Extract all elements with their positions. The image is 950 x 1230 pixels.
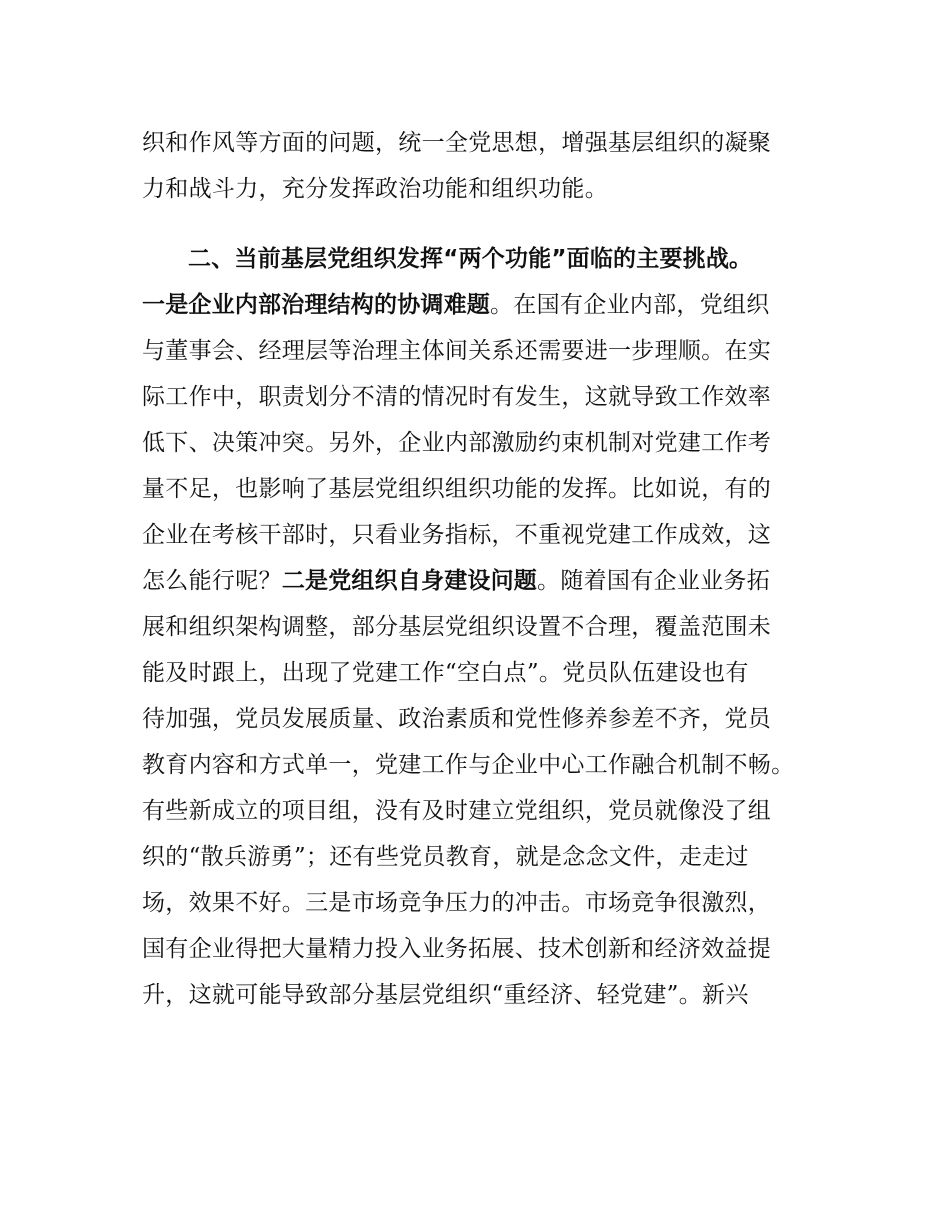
item-1-title: 一是企业内部治理结构的协调难题 <box>142 292 490 318</box>
paragraph-2-line-8: 展和组织架构调整，部分基层党组织设置不合理，覆盖范围未 <box>142 614 772 640</box>
paragraph-2-line-6: 企业在考核干部时，只看业务指标，不重视党建工作成效，这 <box>142 522 772 548</box>
paragraph-2-line-10: 待加强，党员发展质量、政治素质和党性修养参差不齐，党员 <box>142 706 772 732</box>
paragraph-2-line-16: 升，这就可能导致部分基层党组织“重经济、轻党建”。新兴 <box>142 982 749 1008</box>
paragraph-1-line-2: 力和战斗力，充分发挥政治功能和组织功能。 <box>142 176 608 202</box>
line-7-start: 怎么能行呢？ <box>142 568 282 594</box>
section-heading: 二、当前基层党组织发挥“两个功能”面临的主要挑战。 <box>188 246 753 272</box>
paragraph-2-line-1 <box>142 282 822 328</box>
paragraph-2-line-4: 低下、决策冲突。另外，企业内部激励约束机制对党建工作考 <box>142 430 772 456</box>
paragraph-2-line-7 <box>142 558 822 604</box>
paragraph-2-line-11: 教育内容和方式单一，党建工作与企业中心工作融合机制不畅。 <box>142 752 795 778</box>
item-2-title: 二是党组织自身建设问题 <box>281 568 538 594</box>
document-body <box>142 120 822 1018</box>
paragraph-2-line-9: 能及时跟上，出现了党建工作“空白点”。党员队伍建设也有 <box>142 660 749 686</box>
paragraph-spacer <box>142 212 822 236</box>
item-1-title-end: 。在国有企业内部，党组织 <box>490 292 770 318</box>
paragraph-2-line-3: 际工作中，职责划分不清的情况时有发生，这就导致工作效率 <box>142 384 772 410</box>
paragraph-2-line-12: 有些新成立的项目组，没有及时建立党组织，党员就像没了组 <box>142 798 772 824</box>
paragraph-2-line-2: 与董事会、经理层等治理主体间关系还需要进一步理顺。在实 <box>142 338 772 364</box>
paragraph-1-line-1: 织和作风等方面的问题，统一全党思想，增强基层组织的凝聚 <box>142 130 772 156</box>
paragraph-2-line-13: 织的“散兵游勇”；还有些党员教育，就是念念文件，走走过 <box>142 844 749 870</box>
line-7-end: 。随着国有企业业务拓 <box>537 568 771 594</box>
paragraph-2-line-15: 国有企业得把大量精力投入业务拓展、技术创新和经济效益提 <box>142 936 772 962</box>
paragraph-2-line-14: 场，效果不好。三是市场竞争压力的冲击。市场竞争很激烈， <box>142 890 772 916</box>
paragraph-2-line-5: 量不足，也影响了基层党组织组织功能的发挥。比如说，有的 <box>142 476 772 502</box>
